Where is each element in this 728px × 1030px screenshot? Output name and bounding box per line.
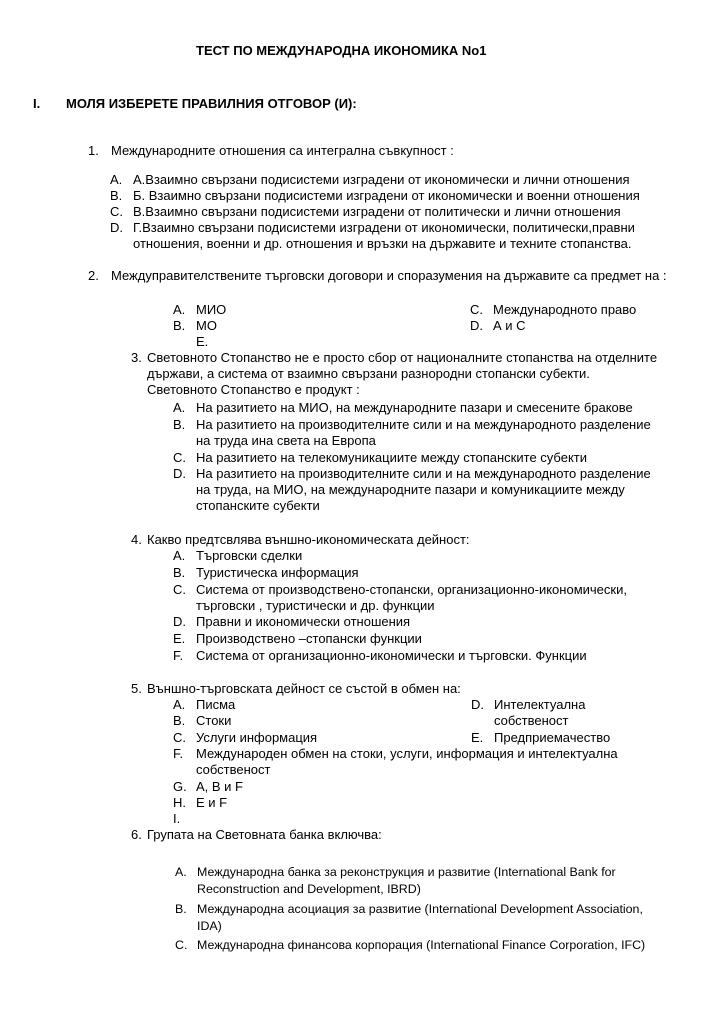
- q5-option-text: Предприемачество: [494, 730, 611, 745]
- q4-option-text: Търговски сделки: [196, 548, 303, 563]
- q2-option-letter: B.: [173, 318, 186, 333]
- q1-option-text: Г.Взаимно свързани подисистеми изградени от икономически, политически,правни: [133, 220, 635, 235]
- q3-option-letter: A.: [173, 400, 186, 415]
- question-3-number: 3.: [131, 350, 142, 365]
- q2-option-text: МО: [196, 318, 217, 333]
- q5-option-text: А, В и F: [196, 779, 243, 794]
- q1-option-letter: B.: [110, 188, 123, 203]
- q1-option-text: А.Взаимно свързани подисистеми изградени от икономически и лични отношения: [133, 172, 630, 187]
- q1-option-letter: C.: [110, 204, 123, 219]
- q4-option-text: Туристическа информация: [196, 565, 359, 580]
- q5-option-text: собственост: [196, 762, 271, 777]
- q3-option-text: стопанските субекти: [196, 498, 320, 513]
- q6-option-text: Reconstruction and Development, IBRD): [197, 882, 421, 896]
- q2-option-letter: E.: [196, 334, 209, 349]
- q2-option-text: А и С: [493, 318, 526, 333]
- q5-option-letter: A.: [173, 697, 186, 712]
- q4-option-letter: E.: [173, 631, 186, 646]
- q2-option-letter: D.: [470, 318, 483, 333]
- q5-option-letter: I.: [173, 811, 181, 826]
- q5-option-text: Стоки: [196, 713, 232, 728]
- q5-option-letter: C.: [173, 730, 186, 745]
- question-3-text: държави, а система от взаимно свързани разнородни стопански субекти.: [147, 366, 590, 381]
- question-3-text: Световното Стопанство е продукт :: [147, 382, 360, 397]
- q2-option-text: Международното право: [493, 302, 637, 317]
- q3-option-text: На разитието на производителните сили и на международното разделение: [196, 417, 651, 432]
- section-number: I.: [33, 96, 41, 111]
- q6-option-text: Международна финансова корпорация (International Finance Corporation, IFC): [197, 938, 646, 952]
- question-2-number: 2.: [88, 268, 99, 283]
- q5-option-text: Услуги информация: [196, 730, 318, 745]
- q3-option-letter: B.: [173, 417, 186, 432]
- q6-option-text: Международна асоциация за развитие (International Development Association,: [197, 902, 643, 916]
- q1-option-text: Б. Взаимно свързани подисистеми изградени от икономически и военни отношения: [133, 188, 640, 203]
- document-title: ТЕСТ ПО МЕЖДУНАРОДНА ИКОНОМИКА No1: [196, 43, 487, 58]
- q5-option-letter: G.: [173, 779, 187, 794]
- q3-option-text: на труда, на МИО, на международните пазари и комуникациите между: [196, 482, 625, 497]
- q4-option-text: Правни и икономически отношения: [196, 614, 411, 629]
- question-6-text: Групата на Световната банка включва:: [147, 827, 382, 842]
- q5-option-letter: H.: [173, 795, 186, 810]
- q3-option-letter: D.: [173, 466, 186, 481]
- question-5-number: 5.: [131, 681, 142, 696]
- q5-option-letter: D.: [471, 697, 484, 712]
- q3-option-text: На разитието на МИО, на международните пазари и смесените бракове: [196, 400, 633, 415]
- q5-option-text: Международен обмен на стоки, услуги, информация и интелектуална: [196, 746, 618, 761]
- q4-option-letter: B.: [173, 565, 186, 580]
- q6-option-letter: B.: [175, 902, 187, 916]
- question-1-number: 1.: [88, 143, 99, 158]
- q2-option-text: МИО: [196, 302, 227, 317]
- q5-option-text: собственост: [494, 713, 569, 728]
- question-4-text: Какво предтсвлява външно-икономическата дейност:: [147, 532, 470, 547]
- q1-option-letter: A.: [110, 172, 123, 187]
- q5-option-letter: E.: [471, 730, 484, 745]
- q4-option-letter: C.: [173, 582, 186, 597]
- question-3-text: Световното Стопанство не е просто сбор от националните стопанства на отделните: [147, 350, 658, 365]
- q6-option-text: IDA): [197, 919, 222, 933]
- q4-option-text: Производствено –стопански функции: [196, 631, 422, 646]
- q4-option-text: търговски , туристически и др. функции: [196, 598, 435, 613]
- q6-option-letter: A.: [175, 865, 187, 879]
- q5-option-text: Писма: [196, 697, 236, 712]
- q1-option-letter: D.: [110, 220, 123, 235]
- q1-option-text: отношения, военни и др. отношения и връзки на държавите и техните стопанства.: [133, 236, 632, 251]
- q3-option-letter: C.: [173, 450, 186, 465]
- q2-option-letter: C.: [470, 302, 483, 317]
- q1-option-text: В.Взаимно свързани подисистеми изградени от политически и лични отношения: [133, 204, 621, 219]
- q3-option-text: На разитието на производителните сили и на международното разделение: [196, 466, 651, 481]
- q6-option-text: Международна банка за реконструкция и развитие (International Bank for: [197, 865, 616, 879]
- q4-option-text: Система от организационно-икономически и търговски. Функции: [196, 648, 587, 663]
- question-5-text: Външно-търговската дейност се състой в обмен на:: [147, 681, 461, 696]
- q4-option-letter: A.: [173, 548, 186, 563]
- q5-option-text: Интелектуална: [494, 697, 586, 712]
- q4-option-letter: D.: [173, 614, 186, 629]
- q3-option-text: На разитието на телекомуникациите между стопанските субекти: [196, 450, 588, 465]
- question-6-number: 6.: [131, 827, 142, 842]
- q4-option-text: Система от производствено-стопански, организационно-икономически,: [196, 582, 627, 597]
- section-heading: МОЛЯ ИЗБЕРЕТЕ ПРАВИЛНИЯ ОТГОВОР (И):: [66, 96, 357, 111]
- q4-option-letter: F.: [173, 648, 184, 663]
- question-2-text: Междуправителствените търговски договори и споразумения на държавите са предмет на :: [111, 268, 667, 283]
- q5-option-letter: F.: [173, 746, 184, 761]
- q3-option-text: на труда ина света на Европа: [196, 433, 376, 448]
- question-1-text: Международните отношения са интегрална съвкупност :: [111, 143, 454, 158]
- q6-option-letter: C.: [175, 938, 188, 952]
- q5-option-text: Е и F: [196, 795, 228, 810]
- question-4-number: 4.: [131, 532, 142, 547]
- q5-option-letter: B.: [173, 713, 186, 728]
- q2-option-letter: A.: [173, 302, 186, 317]
